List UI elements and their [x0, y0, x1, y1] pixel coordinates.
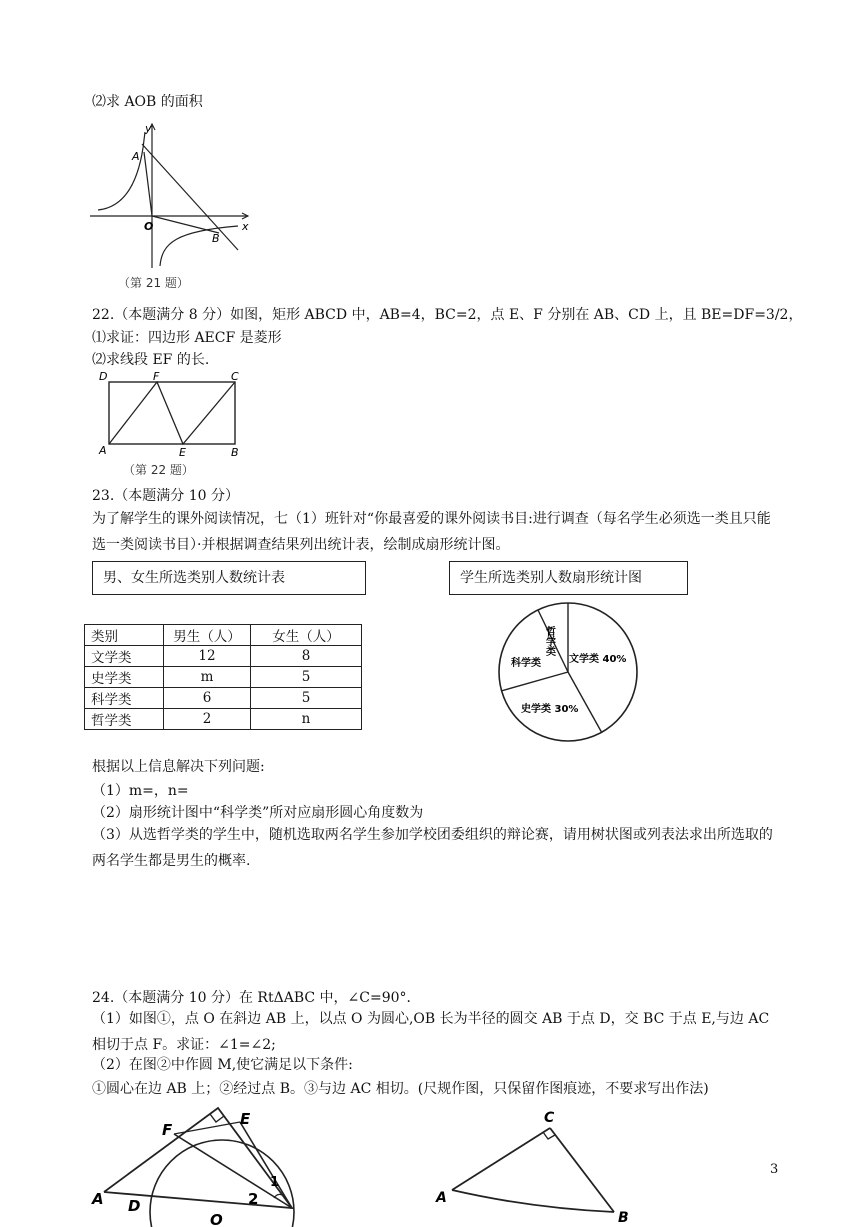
q23-q1: （1）m=，n= — [92, 783, 189, 799]
q21-o-label: O — [144, 220, 154, 233]
table-row — [85, 709, 362, 730]
q22-caption: （第 22 题） — [123, 463, 194, 477]
table-cell: 8 — [251, 646, 362, 667]
q21-x-label: x — [242, 220, 249, 233]
q24-part1: （1）如图①，点 O 在斜边 AB 上，以点 O 为圆心,OB 长为半径的圆交 AB 于点 D，交 BC 于点 E,与边 AC 相切于点 F。求证：∠1=∠2; — [92, 1011, 770, 1053]
table-cell: 哲学类 — [85, 709, 164, 730]
q24-fig1-e-label: E — [240, 1110, 251, 1128]
pie-label-philosophy: 哲学类 — [543, 626, 555, 656]
table-cell: m — [164, 667, 251, 688]
table-cell: 5 — [251, 688, 362, 709]
q24-fig1-angle1-label: 1 — [270, 1175, 280, 1190]
q22-f-label: F — [153, 370, 160, 383]
q23-q3: （3）从选哲学类的学生中，随机选取两名学生参加学校团委组织的辩论赛，请用树状图或列表法求出所选取的两名学生都是男生的概率. — [92, 827, 773, 869]
q24-figure-1 — [88, 1100, 308, 1227]
q23-stats-table — [84, 624, 362, 730]
table-cell: 12 — [164, 646, 251, 667]
pie-label-history: 史学类 30% — [521, 704, 579, 715]
table-header-cell: 女生（人） — [251, 625, 362, 646]
q24-fig1-angle2-label: 2 — [248, 1190, 259, 1208]
q22-part1: ⑴求证：四边形 AECF 是菱形 — [92, 330, 282, 346]
q22-d-label: D — [99, 370, 108, 383]
pie-label-literature: 文学类 40% — [569, 654, 627, 665]
q24-fig2-c-label: C — [544, 1110, 555, 1126]
q23-intro: 为了解学生的课外阅读情况，七（1）班针对“你最喜爱的课外阅读书目:进行调查（每名学生必须选一类且只能选一类阅读书目）·并根据调查结果列出统计表，绘制成扇形统计图。 — [92, 511, 771, 553]
table-cell: 文学类 — [85, 646, 164, 667]
q22-e-label: E — [179, 446, 186, 459]
q22-a-label: A — [99, 444, 107, 457]
q24-figure-2 — [430, 1104, 640, 1227]
q22-stem: 22.（本题满分 8 分）如图，矩形 ABCD 中，AB=4，BC=2，点 E、F 分别在 AB、CD 上，且 BE=DF=3/2， — [92, 307, 803, 323]
table-cell: n — [251, 709, 362, 730]
q23-solve: 根据以上信息解决下列问题: — [92, 759, 265, 775]
table-cell: 2 — [164, 709, 251, 730]
q24-fig1-o-label: O — [210, 1211, 223, 1227]
q24-fig1-d-label: D — [128, 1197, 141, 1215]
q23-table-title: 男、女生所选类别人数统计表 — [92, 561, 366, 595]
q23-q2: （2）扇形统计图中“科学类”所对应扇形圆心角度数为 — [92, 805, 424, 821]
q22-figure — [95, 368, 255, 480]
table-header-cell: 类别 — [85, 625, 164, 646]
table-row — [85, 667, 362, 688]
q23-stem: 23.（本题满分 10 分） — [92, 488, 239, 504]
q24-conditions: ①圆心在边 AB 上；②经过点 B。③与边 AC 相切。(尺规作图，只保留作图痕迹，不要求写出作法) — [92, 1081, 709, 1097]
q21-y-label: y — [145, 122, 152, 135]
table-header-row — [85, 625, 362, 646]
q24-stem: 24.（本题满分 10 分）在 RtΔABC 中，∠C=90°． — [92, 990, 421, 1006]
table-row — [85, 688, 362, 709]
table-header-cell: 男生（人） — [164, 625, 251, 646]
q24-fig1-f-label: F — [162, 1121, 173, 1139]
q23-chart-title: 学生所选类别人数扇形统计图 — [449, 561, 688, 595]
table-cell: 6 — [164, 688, 251, 709]
q21-b-label: B — [212, 232, 220, 245]
pie-label-science: 科学类 — [511, 658, 541, 669]
q23-pie-chart — [495, 596, 645, 746]
q21-figure — [88, 118, 258, 293]
q24-fig2-a-label: A — [436, 1190, 447, 1206]
table-cell: 科学类 — [85, 688, 164, 709]
q24-part2: （2）在图②中作圆 M,使它满足以下条件: — [92, 1057, 353, 1073]
q24-fig1-a-label: A — [92, 1190, 104, 1208]
q21-a-label: A — [132, 150, 140, 163]
q21-caption: （第 21 题） — [118, 276, 189, 290]
q22-c-label: C — [231, 370, 239, 383]
table-cell: 5 — [251, 667, 362, 688]
table-cell: 史学类 — [85, 667, 164, 688]
table-row — [85, 646, 362, 667]
q21-part2: ⑵求 AOB 的面积 — [92, 94, 203, 110]
page-number: 3 — [770, 1162, 779, 1177]
q22-b-label: B — [231, 446, 239, 459]
q24-fig2-b-label: B — [618, 1210, 629, 1226]
q22-part2: ⑵求线段 EF 的长. — [92, 352, 210, 368]
